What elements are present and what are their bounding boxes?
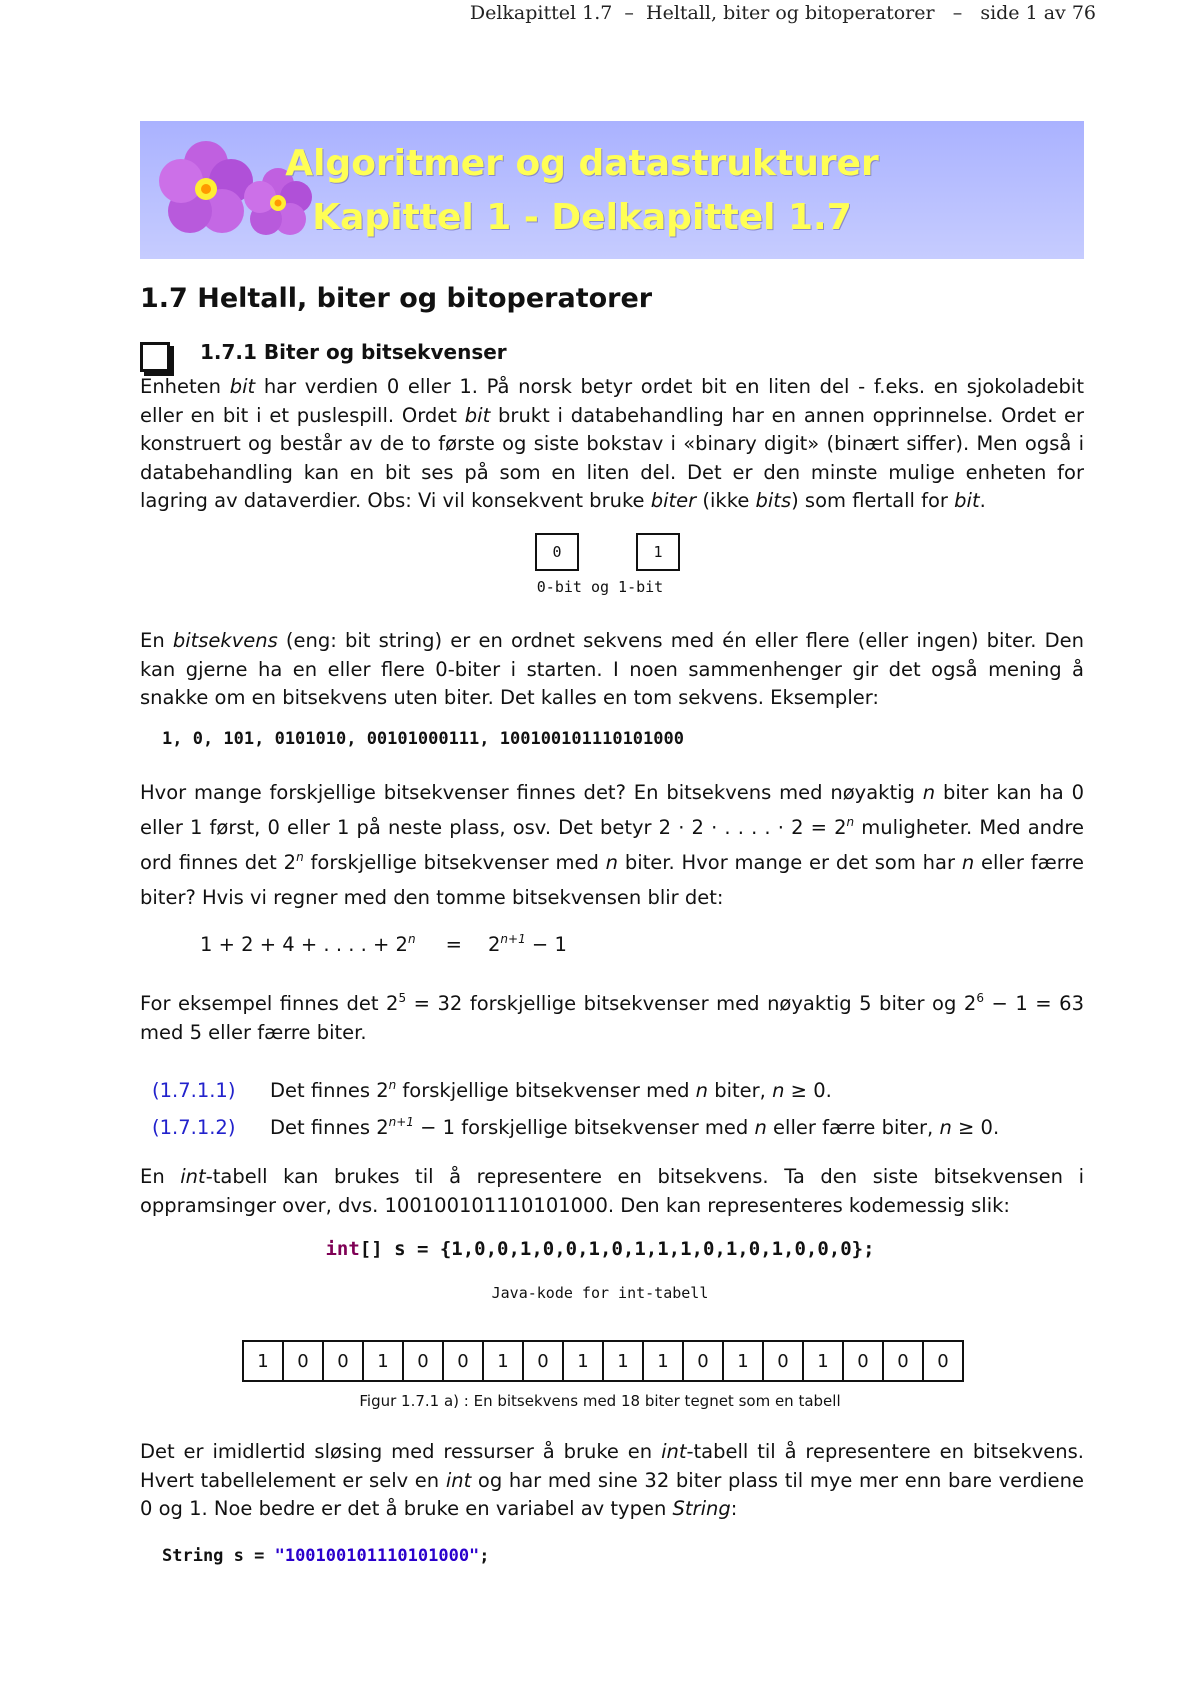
bit-cell: 0 xyxy=(524,1342,564,1380)
bit-cell: 1 xyxy=(804,1342,844,1380)
bit-cell: 1 xyxy=(644,1342,684,1380)
bit-cell: 1 xyxy=(364,1342,404,1380)
proposition-1: (1.7.1.1) Det finnes 2$^n$ forskjellige bitsekvenser med n biter, n ≥ 0. xyxy=(152,1077,1084,1106)
bit-cell: 0 xyxy=(444,1342,484,1380)
bit-table xyxy=(242,1340,964,1382)
paragraph-example-count: For eksempel finnes $\det 2^5 = 32$ forskjellige bitsekvenser med nøyaktig 5 biter og $2^6 - 1 = 63$ med 5 eller færre biter. xyxy=(140,991,1084,1044)
proposition-2: (1.7.1.2) Det finnes $2^{n+1} - 1$ forskjellige bitsekvenser med n eller færre biter, n ≥ 0. xyxy=(152,1114,1084,1143)
banner-title: Algoritmer og datastrukturer xyxy=(285,143,879,184)
code-string: String s = "100100101110101000"; xyxy=(162,1546,490,1566)
paragraph-bit-definition: Enheten bit har verdien 0 eller 1. På norsk betyr ordet bit en liten del - f.eks. en sjokoladebit eller en bit i et puslespill. Ordet bit brukt i databehandling har en annen opprinnelse. Ordet er konstruert og består av de to første og siste bokstav i «binary digit» (binært siffer). Men også i databehandling kan en bit ses på som en liten del. Det er den minste mulige enheten for lagring av dataverdier. Obs: Vi vil konsekvent bruke biter (ikke bits) som flertall for bit. xyxy=(140,375,1084,512)
checkbox-icon xyxy=(140,342,170,372)
paragraph-string: Det er imidlertid sløsing med ressurser å bruke en int-tabell til å representere en bitsekvens. Hvert tabellelement er selv en int og har med sine 32 biter plass til mye mer enn bare verdiene 0 og 1. Noe bedre er det å bruke en variabel av typen String: xyxy=(140,1440,1085,1520)
running-header: Delkapittel 1.7 – Heltall, biter og bitoperatorer – side 1 av 76 xyxy=(469,2,1096,24)
bit-cell: 1 xyxy=(564,1342,604,1380)
bitsequence-examples: 1, 0, 101, 0101010, 00101000111, 100100101110101000 xyxy=(162,729,684,749)
banner-subtitle: Kapittel 1 - Delkapittel 1.7 xyxy=(312,197,852,238)
bit-cell: 0 xyxy=(764,1342,804,1380)
bit-box-one: 1 xyxy=(636,533,680,571)
bit-cell: 1 xyxy=(724,1342,764,1380)
sum-formula: 1 + 2 + 4 + . . . . + $2^n = 2^{n+1} - 1$ xyxy=(200,932,567,956)
bit-cell: 0 xyxy=(884,1342,924,1380)
bit-cell: 0 xyxy=(404,1342,444,1380)
bit-cell: 1 xyxy=(604,1342,644,1380)
equation-number: (1.7.1.2) xyxy=(152,1116,236,1139)
paragraph-counting: Hvor mange forskjellige bitsekvenser finnes det? En bitsekvens med nøyaktig n biter kan ha 0 eller 1 først, 0 eller 1 på neste plass, osv. Det betyr 2 · 2 · . . . . · $2 = 2^n$ muligheter. Med andre ord finnes det 2$^n$ forskjellige bitsekvenser med n biter. Hvor mange er det som har n eller færre biter? Hvis vi regner med den tomme bitsekvensen blir det: xyxy=(140,781,1084,909)
paragraph-bitsequence: En bitsekvens (eng: bit string) er en ordnet sekvens med én eller flere (eller ingen) biter. Den kan gjerne ha en eller flere 0-biter i starten. I noen sammenhenger gir det også mening å snakke om en bitsekvens uten biter. Det kalles en tom sekvens. Eksempler: xyxy=(140,629,1084,709)
bit-cell: 1 xyxy=(484,1342,524,1380)
code-caption: Java-kode for int-tabell xyxy=(491,1284,709,1302)
chapter-banner xyxy=(140,121,1084,259)
bit-cell: 0 xyxy=(324,1342,364,1380)
bit-figure-caption: 0-bit og 1-bit xyxy=(536,578,664,596)
bit-cell: 0 xyxy=(937,1350,949,1372)
subsection-title: 1.7.1 Biter og bitsekvenser xyxy=(200,340,507,364)
bit-cell: 1 xyxy=(244,1342,284,1380)
bit-cell: 0 xyxy=(684,1342,724,1380)
bit-box-zero: 0 xyxy=(535,533,579,571)
code-int-array: int[] s = {1,0,0,1,0,0,1,0,1,1,1,0,1,0,1,0,0,0}; xyxy=(325,1238,875,1260)
figure-caption: Figur 1.7.1 a) : En bitsekvens med 18 biter tegnet som en tabell xyxy=(359,1392,841,1410)
paragraph-int-table: En int-tabell kan brukes til å representere en bitsekvens. Ta den siste bitsekvensen i oppramsinger over, dvs. 100100101110101000. Den kan representeres kodemessig slik: xyxy=(140,1165,1084,1217)
bit-cell: 0 xyxy=(844,1342,884,1380)
subsection-heading xyxy=(140,340,1084,372)
bit-cell: 0 xyxy=(284,1342,324,1380)
equation-number: (1.7.1.1) xyxy=(152,1079,236,1102)
section-title: 1.7 Heltall, biter og bitoperatorer xyxy=(140,283,653,314)
